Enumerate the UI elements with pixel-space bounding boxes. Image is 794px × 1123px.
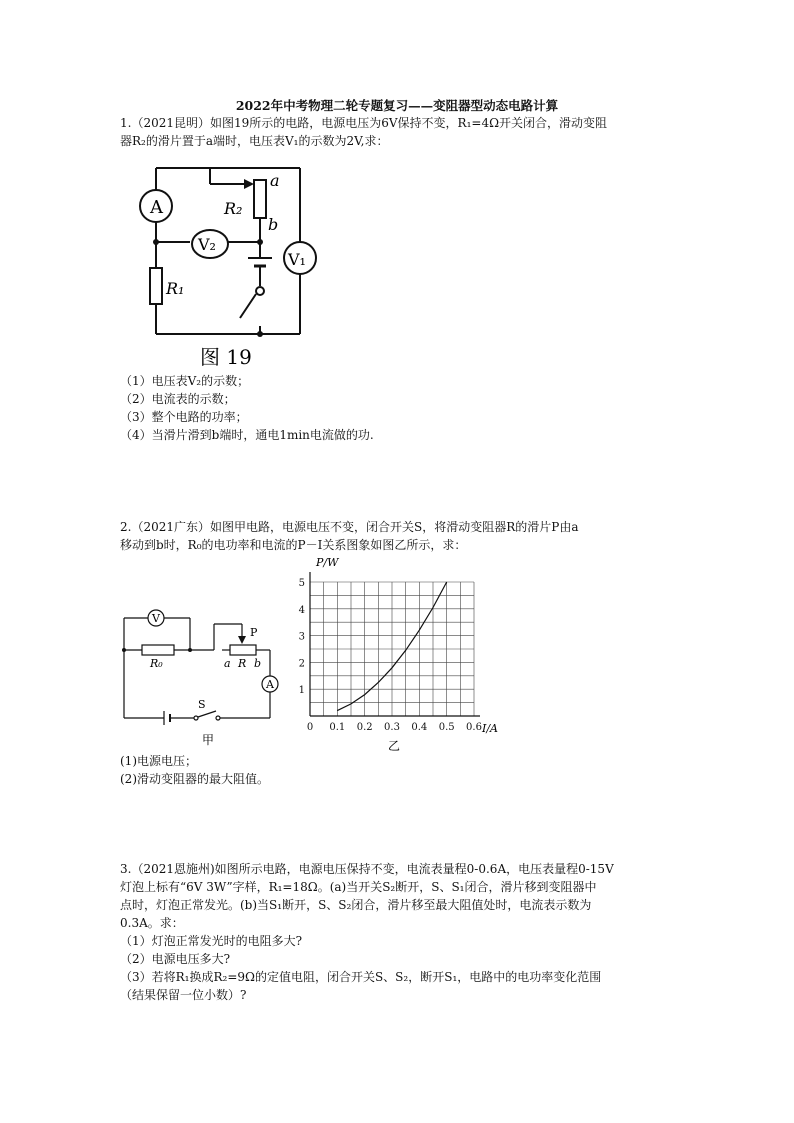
q2-r-label: R [238,657,247,670]
q2-circuit-caption: 甲 [202,733,215,747]
q1-r1-label: R₁ [166,279,185,298]
chart-x-tick-label: 0.2 [356,722,373,733]
q1-part-2: （2）电流表的示数； [120,392,236,406]
q2-part-1: (1)电源电压； [120,754,197,768]
q2-part-2: (2)滑动变阻器的最大阻值。 [120,772,269,786]
q1-ammeter-label: A [150,197,163,218]
chart-x-tick-label: 0.5 [438,722,455,733]
q1-v1-label: V₁ [288,250,306,269]
q2-a-label: a [224,657,231,670]
q3-text-line3: 点时，灯泡正常发光。(b)当S₁断开，S、S₂闭合，滑片移至最大阻值处时，电流表示数为 [120,898,592,912]
q2-y-axis-label: P/W [316,556,339,569]
q1-part-1: （1）电压表V₂的示数； [120,374,250,388]
q1-text-line1: 1.（2021昆明）如图19所示的电路，电源电压为6V保持不变，R₁=4Ω开关闭合，滑动变阻 [120,116,608,130]
q1-b-label: b [268,215,279,234]
chart-y-tick-label: 2 [298,658,305,670]
q1-figure-caption: 图 19 [200,345,252,369]
q2-x-axis-label: I/A [482,722,498,735]
q1-r2-label: R₂ [224,199,243,218]
q2-circuit-diagram [118,598,288,748]
q1-part-4: （4）当滑片滑到b端时，通电1min电流做的功. [120,428,374,442]
chart-x-tick-label: 0.6 [466,722,482,733]
q3-part-3: （3）若将R₁换成R₂=9Ω的定值电阻，闭合开关S、S₂，断开S₁，电路中的电功率变化范围 [120,970,602,984]
chart-x-tick-label: 0.4 [411,722,428,733]
q1-part-3: （3）整个电路的功率； [120,410,248,424]
q3-text-line4: 0.3A。求： [120,916,184,930]
q2-switch-label: S [198,698,206,711]
chart-y-tick-label: 4 [298,604,305,616]
q2-p-label: P [250,626,258,639]
q3-text-line2: 灯泡上标有“6V 3W”字样，R₁=18Ω。(a)当开关S₂断开，S、S₁闭合，滑片移到变阻器中 [120,880,597,894]
chart-x-tick-label: 0.1 [329,722,346,733]
chart-x-tick-label: 0 [306,722,314,733]
chart-y-tick-label: 1 [298,685,305,697]
q3-part-2: （2）电源电压多大? [120,952,231,966]
q2-voltmeter-label: V [152,612,160,625]
q1-circuit-diagram [128,158,328,370]
q2-graph-caption: 乙 [388,739,401,753]
chart-y-tick-label: 3 [298,631,305,643]
q3-text-line1: 3.（2021恩施州)如图所示电路，电源电压保持不变，电流表量程0-0.6A，电压表量程0-15V [120,862,614,876]
q2-r0-label: R₀ [150,657,163,670]
chart-x-tick-label: 0.3 [384,722,400,733]
q1-a-label: a [270,171,280,190]
page-title: 2022年中考物理二轮专题复习——变阻器型动态电路计算 [235,98,559,113]
q2-power-current-chart [296,550,512,756]
q3-part-4: （结果保留一位小数）? [120,988,247,1002]
q2-b-label: b [254,657,262,670]
q3-part-1: （1）灯泡正常发光时的电阻多大? [120,934,303,948]
q1-text-line2: 器R₂的滑片置于a端时，电压表V₁的示数为2V,求： [120,134,389,148]
q1-v2-label: V₂ [198,235,216,254]
q2-text-line2: 移动到b时，R₀的电功率和电流的P－I关系图象如图乙所示，求： [120,538,467,552]
q2-text-line1: 2.（2021广东）如图甲电路，电源电压不变，闭合开关S，将滑动变阻器R的滑片P由a [120,520,579,534]
chart-y-tick-label: 5 [298,578,305,589]
q2-ammeter-label: A [266,678,274,691]
